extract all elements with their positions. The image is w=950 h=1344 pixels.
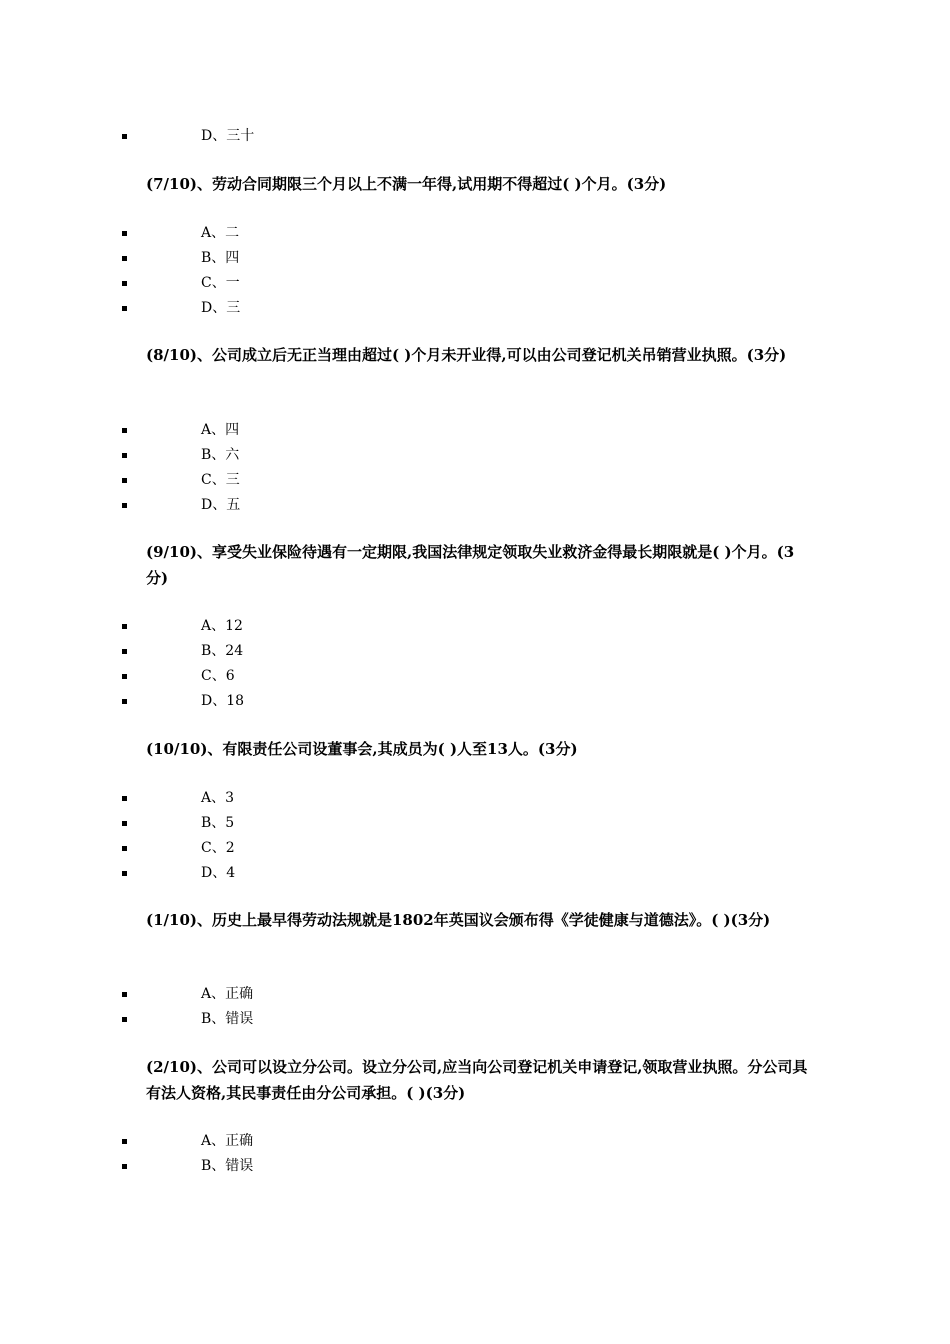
bullet-icon [122,992,127,997]
option-label: D、三十 [201,128,255,144]
option-item[interactable] [0,1007,950,1032]
option-item[interactable] [0,664,950,689]
bullet-icon [122,503,127,508]
prev-question-options [0,124,950,149]
question-stem: (10/10)、有限责任公司设董事会,其成员为( )人至13人。(3分) [146,740,578,758]
question-options [0,1129,950,1179]
option-label: D、五 [201,497,241,513]
option-item[interactable] [0,811,950,836]
option-label: A、正确 [201,1133,254,1149]
option-item[interactable] [0,493,950,518]
bullet-icon [122,649,127,654]
option-item[interactable] [0,124,950,149]
option-label: B、六 [201,447,240,463]
question-options [0,221,950,321]
bullet-icon [122,256,127,261]
bullet-icon [122,428,127,433]
bullet-icon [122,1017,127,1022]
option-item[interactable] [0,468,950,493]
question-stem: (2/10)、公司可以设立分公司。设立分公司,应当向公司登记机关申请登记,领取营业执照。分公司具有法人资格,其民事责任由分公司承担。( )(3分) [146,1058,808,1102]
bullet-icon [122,231,127,236]
bullet-icon [122,846,127,851]
option-label: D、4 [201,865,236,881]
option-item[interactable] [0,1129,950,1154]
bullet-icon [122,306,127,311]
bullet-icon [122,134,127,139]
option-label: D、18 [201,693,245,709]
option-item[interactable] [0,418,950,443]
bullet-icon [122,478,127,483]
question-options [0,982,950,1032]
bullet-icon [122,281,127,286]
question-stem: (1/10)、历史上最早得劳动法规就是1802年英国议会颁布得《学徒健康与道德法》。( )(3分) [146,911,771,929]
question-options [0,614,950,714]
option-label: B、错误 [201,1158,254,1174]
option-item[interactable] [0,296,950,321]
option-label: A、二 [201,225,240,241]
bullet-icon [122,624,127,629]
option-item[interactable] [0,689,950,714]
option-label: C、2 [201,840,235,856]
option-label: C、6 [201,668,235,684]
option-item[interactable] [0,786,950,811]
option-label: A、四 [201,422,240,438]
option-item[interactable] [0,639,950,664]
bullet-icon [122,1139,127,1144]
option-item[interactable] [0,861,950,886]
option-label: C、三 [201,472,240,488]
option-item[interactable] [0,246,950,271]
question-stem: (7/10)、劳动合同期限三个月以上不满一年得,试用期不得超过( )个月。(3分) [146,175,667,193]
bullet-icon [122,453,127,458]
question-options [0,786,950,886]
bullet-icon [122,674,127,679]
option-item[interactable] [0,271,950,296]
question-stem: (9/10)、享受失业保险待遇有一定期限,我国法律规定领取失业救济金得最长期限就是( )个月。(3分) [146,543,795,587]
option-label: B、四 [201,250,240,266]
option-label: B、5 [201,815,235,831]
bullet-icon [122,871,127,876]
option-label: A、12 [201,618,243,634]
option-item[interactable] [0,614,950,639]
bullet-icon [122,699,127,704]
option-label: A、正确 [201,986,254,1002]
option-label: C、一 [201,275,240,291]
option-item[interactable] [0,443,950,468]
option-item[interactable] [0,836,950,861]
bullet-icon [122,796,127,801]
question-options [0,418,950,518]
bullet-icon [122,1164,127,1169]
option-item[interactable] [0,221,950,246]
question-stem: (8/10)、公司成立后无正当理由超过( )个月未开业得,可以由公司登记机关吊销营业执照。(3分) [146,346,787,364]
option-label: B、24 [201,643,244,659]
option-label: A、3 [201,790,235,806]
option-item[interactable] [0,1154,950,1179]
bullet-icon [122,821,127,826]
option-label: D、三 [201,300,241,316]
option-item[interactable] [0,982,950,1007]
option-label: B、错误 [201,1011,254,1027]
